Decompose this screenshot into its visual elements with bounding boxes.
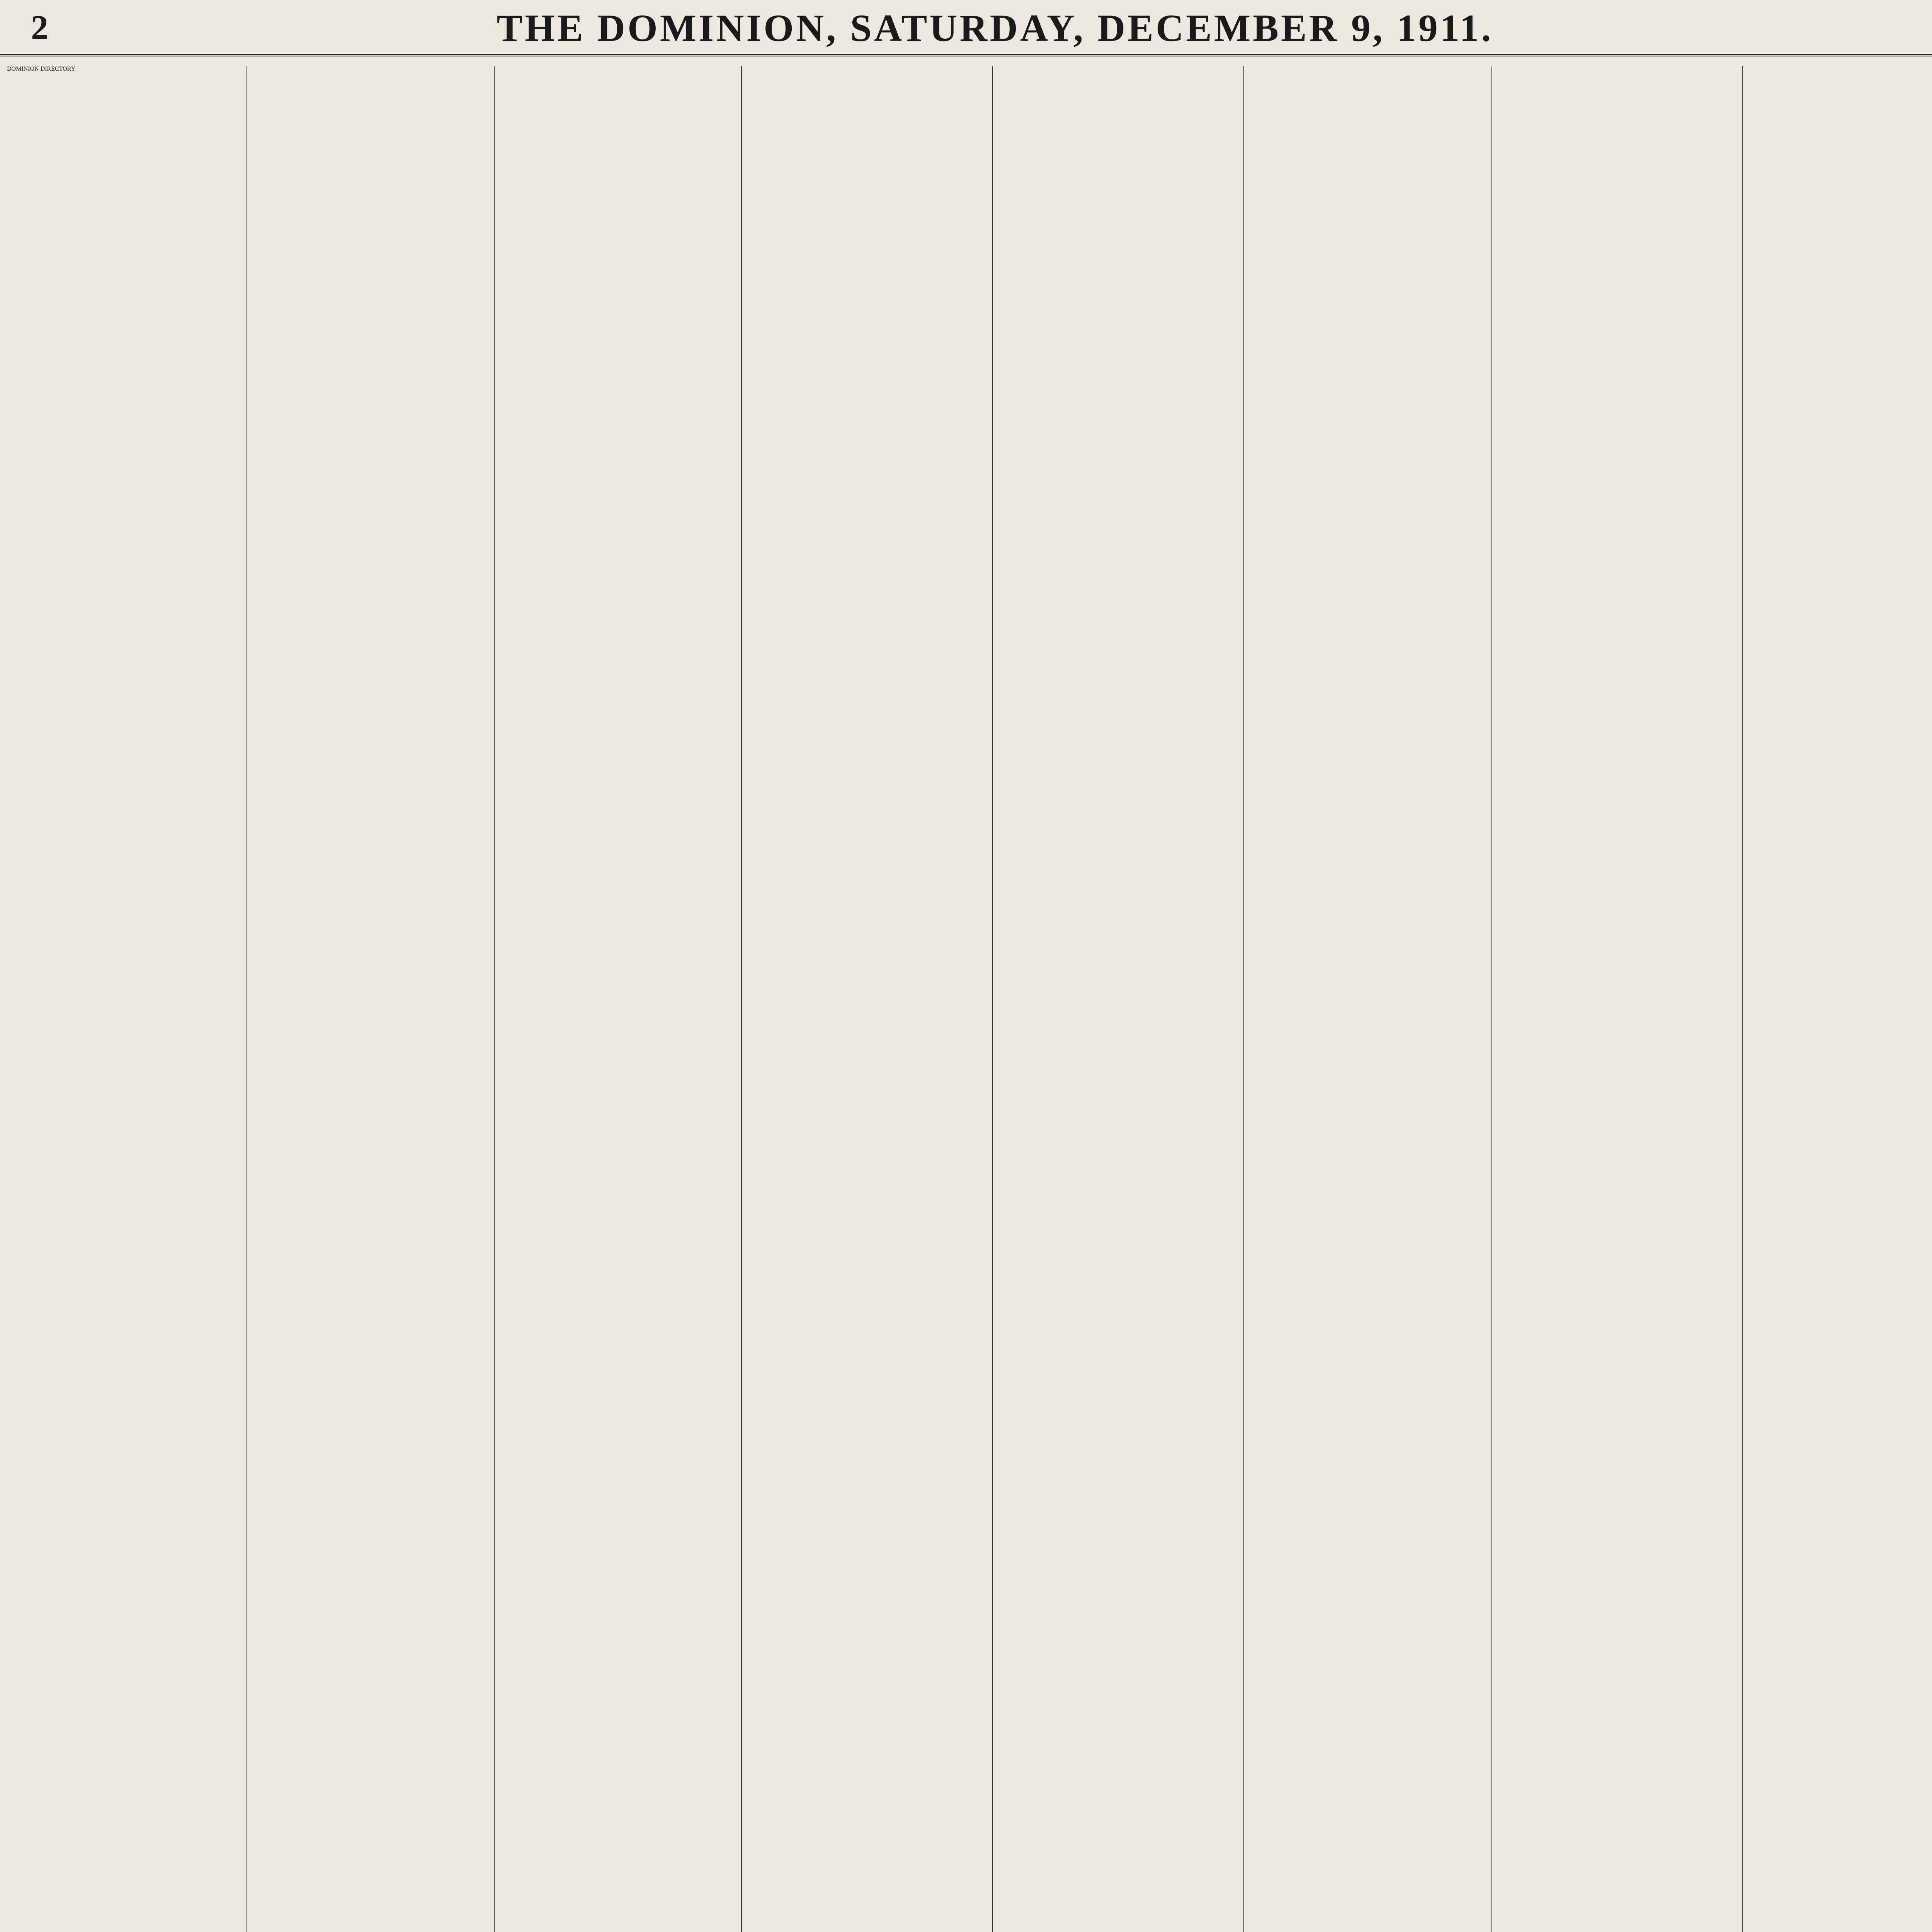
column-dominion-directory [0, 66, 247, 1932]
column-election-notices-1 [247, 66, 495, 1932]
column-professional-engagements [742, 66, 993, 1932]
masthead [0, 0, 1932, 56]
column-business-notices-2 [1244, 66, 1492, 1932]
dominion-directory-banner: DOMINION DIRECTORY [7, 66, 76, 72]
newspaper-title: THE DOMINION, SATURDAY, DECEMBER 9, 1911. [497, 7, 1493, 49]
column-hawkes-bay-land [1743, 66, 1932, 1932]
column-election-notices-2 [495, 66, 742, 1932]
column-business-notices-1 [993, 66, 1244, 1932]
page-number: 2 [31, 9, 48, 47]
column-to-let [1492, 66, 1743, 1932]
